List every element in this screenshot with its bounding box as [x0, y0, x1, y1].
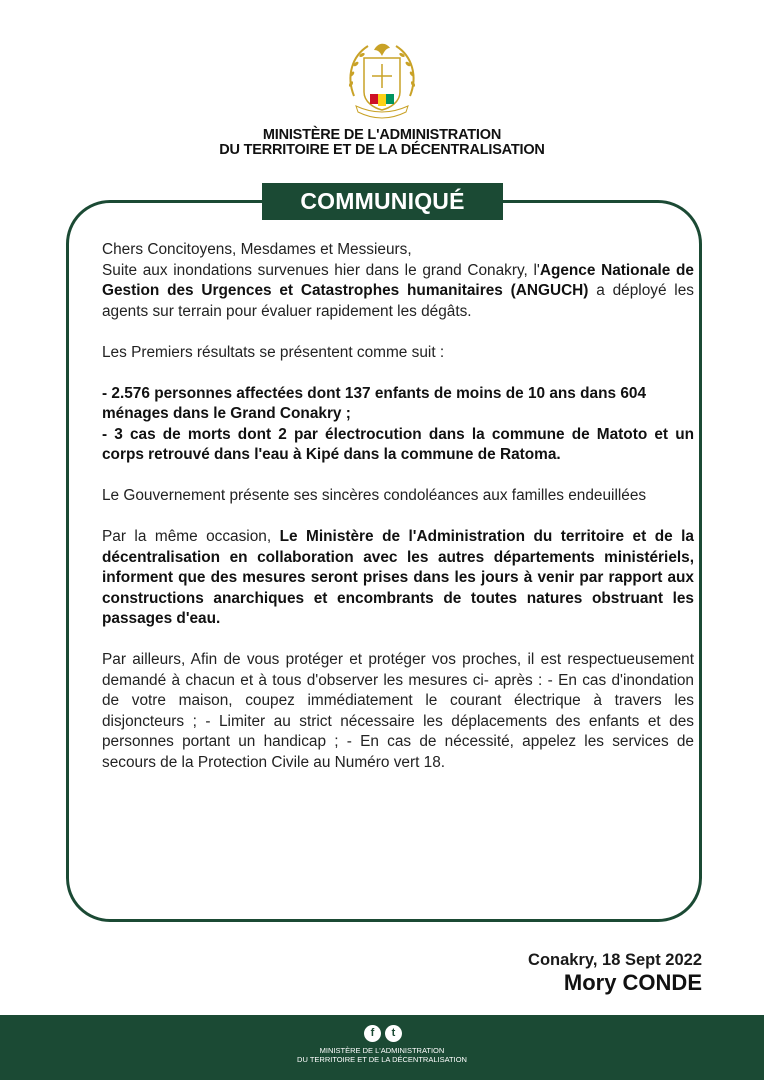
- facebook-icon[interactable]: f: [364, 1025, 381, 1042]
- communique-content: [102, 240, 694, 773]
- measures-announcement: Le Ministère de l'Administration du territoire et de la décentralisation en collaboration avec les autres départements ministériels, informent que des mesures seront prises dans les jours à venir par rapport aux constructions anarchiques et encombrants de toutes natures obstruant les passages d'eau.: [102, 528, 694, 627]
- ministry-name-line1: MINISTÈRE DE L'ADMINISTRATION: [262, 127, 502, 143]
- social-links: [362, 1025, 404, 1043]
- ministry-name-line2: DU TERRITOIRE ET DE LA DÉCENTRALISATION: [219, 142, 545, 158]
- results-intro: Les Premiers résultats se présentent comme suit :: [102, 343, 445, 361]
- intro-agency: Agence Nationale de Gestion des Urgences et Catastrophes humanitaires (ANGUCH): [102, 261, 694, 299]
- intro-prefix: Suite aux inondations survenues hier dans le grand Conakry, l': [102, 261, 540, 279]
- footer-line1: MINISTÈRE DE L'ADMINISTRATION: [319, 1046, 445, 1055]
- safety-advice-paragraph: Par ailleurs, Afin de vous protéger et protéger vos proches, il est respectueusement demandé à chacun et à tous d'observer les mesures ci- après : - En cas d'inondation de votre maison, coupez immédiatement le courant électrique à travers les disjoncteurs ; - Limiter au strict nécessaire les déplacements des enfants et des personnes portant un handicap ; - En cas de nécessité, appelez les services de secours de la Protection Civile au Numéro vert 18.: [102, 651, 694, 771]
- footer-ministry-name: [0, 1046, 764, 1064]
- result-bullet-affected: - 2.576 personnes affectées dont 137 enfants de moins de 10 ans dans 604 ménages dans le Grand Conakry ;: [102, 384, 647, 422]
- condolences-paragraph: Le Gouvernement présente ses sincères condoléances aux familles endeuillées: [102, 487, 647, 504]
- intro-suffix: a déployé les agents sur terrain pour évaluer rapidement les dégâts.: [102, 282, 694, 320]
- communique-title: COMMUNIQUÉ: [262, 183, 503, 220]
- result-bullet-deaths: - 3 cas de morts dont 2 par électrocution dans la commune de Matoto et un corps retrouvé dans l'eau à Kipé dans la commune de Ratoma.: [102, 425, 694, 463]
- intro-paragraph: [102, 261, 694, 323]
- twitter-icon[interactable]: t: [385, 1025, 402, 1042]
- footer: [0, 1015, 764, 1080]
- footer-line2: DU TERRITOIRE ET DE LA DÉCENTRALISATION: [297, 1055, 467, 1064]
- ministry-name: [0, 128, 764, 158]
- place-date: Conakry, 18 Sept 2022: [528, 951, 702, 969]
- signer-name: Mory CONDE: [563, 970, 702, 995]
- measures-prefix: Par la même occasion,: [102, 528, 280, 545]
- greeting: Chers Concitoyens, Mesdames et Messieurs,: [102, 241, 412, 258]
- measures-paragraph: [102, 527, 694, 630]
- guinea-coat-of-arms-icon: [342, 36, 422, 122]
